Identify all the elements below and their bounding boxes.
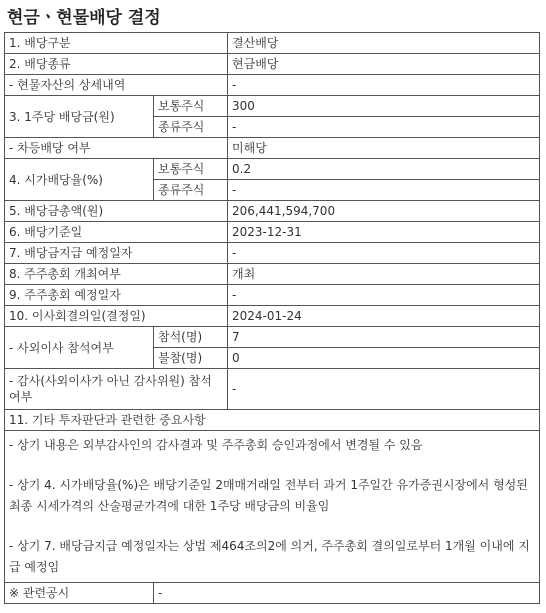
row-label: 6. 배당기준일 [5,222,228,243]
note-item: - 상기 7. 배당금지급 예정일자는 상법 제464조의2에 의거, 주주총회 결의일로부터 1개월 이내에 지급 예정임 [9,539,530,574]
sub-label: 참석(명) [154,327,228,348]
row-value: - [228,117,540,138]
row-value: - [228,285,540,306]
row-value: 7 [228,327,540,348]
table-row [5,201,540,222]
row-value: 206,441,594,700 [228,201,540,222]
row-label: 2. 배당종류 [5,54,228,75]
notes-row [5,431,540,583]
table-row [5,33,540,54]
table-row [5,306,540,327]
table-row [5,159,540,180]
row-label: 3. 1주당 배당금(원) [5,96,154,138]
row-value: 300 [228,96,540,117]
row-label: - 사외이사 참석여부 [5,327,154,369]
row-label: - 감사(사외이사가 아닌 감사위원) 참석여부 [5,369,228,410]
row-value: - [228,243,540,264]
notes-cell [5,431,540,583]
table-row [5,285,540,306]
row-value: - [228,180,540,201]
row-label: 1. 배당구분 [5,33,228,54]
row-value: 미해당 [228,138,540,159]
related-disclosure-label: ※ 관련공시 [5,583,154,604]
row-value: 0 [228,348,540,369]
table-row [5,369,540,410]
sub-label: 보통주식 [154,96,228,117]
table-row [5,222,540,243]
row-value: 2024-01-24 [228,306,540,327]
row-value: 결산배당 [228,33,540,54]
row-value: - [228,369,540,410]
row-label: 10. 이사회결의일(결정일) [5,306,228,327]
table-row [5,54,540,75]
table-row [5,264,540,285]
table-row [5,75,540,96]
row-value: 0.2 [228,159,540,180]
sub-label: 불참(명) [154,348,228,369]
table-row [5,583,540,604]
related-disclosure-value: - [154,583,540,604]
note-item: - 상기 내용은 외부감사인의 감사결과 및 주주총회 승인과정에서 변경될 수 있음 [9,438,423,452]
row-label: 5. 배당금총액(원) [5,201,228,222]
row-label: 4. 시가배당율(%) [5,159,154,201]
table-row [5,96,540,117]
row-value: 개최 [228,264,540,285]
page-title: 현금ㆍ현물배당 결정 [7,8,161,28]
row-label: 7. 배당금지급 예정일자 [5,243,228,264]
table-row [5,327,540,348]
row-label: 9. 주주총회 예정일자 [5,285,228,306]
section-heading: 11. 기타 투자판단과 관련한 중요사항 [5,410,540,431]
sub-label: 종류주식 [154,180,228,201]
dividend-disclosure-table [4,32,540,604]
table-row [5,138,540,159]
table-row [5,410,540,431]
row-label: - 차등배당 여부 [5,138,228,159]
table-row [5,243,540,264]
row-value: 현금배당 [228,54,540,75]
row-value: - [228,75,540,96]
sub-label: 종류주식 [154,117,228,138]
row-label: 8. 주주총회 개최여부 [5,264,228,285]
note-item: - 상기 4. 시가배당율(%)은 배당기준일 2매매거래일 전부터 과거 1주일간 유가증권시장에서 형성된 최종 시세가격의 산술평균가격에 대한 1주당 배당금의 비율임 [9,478,528,513]
row-label: - 현물자산의 상세내역 [5,75,228,96]
sub-label: 보통주식 [154,159,228,180]
row-value: 2023-12-31 [228,222,540,243]
